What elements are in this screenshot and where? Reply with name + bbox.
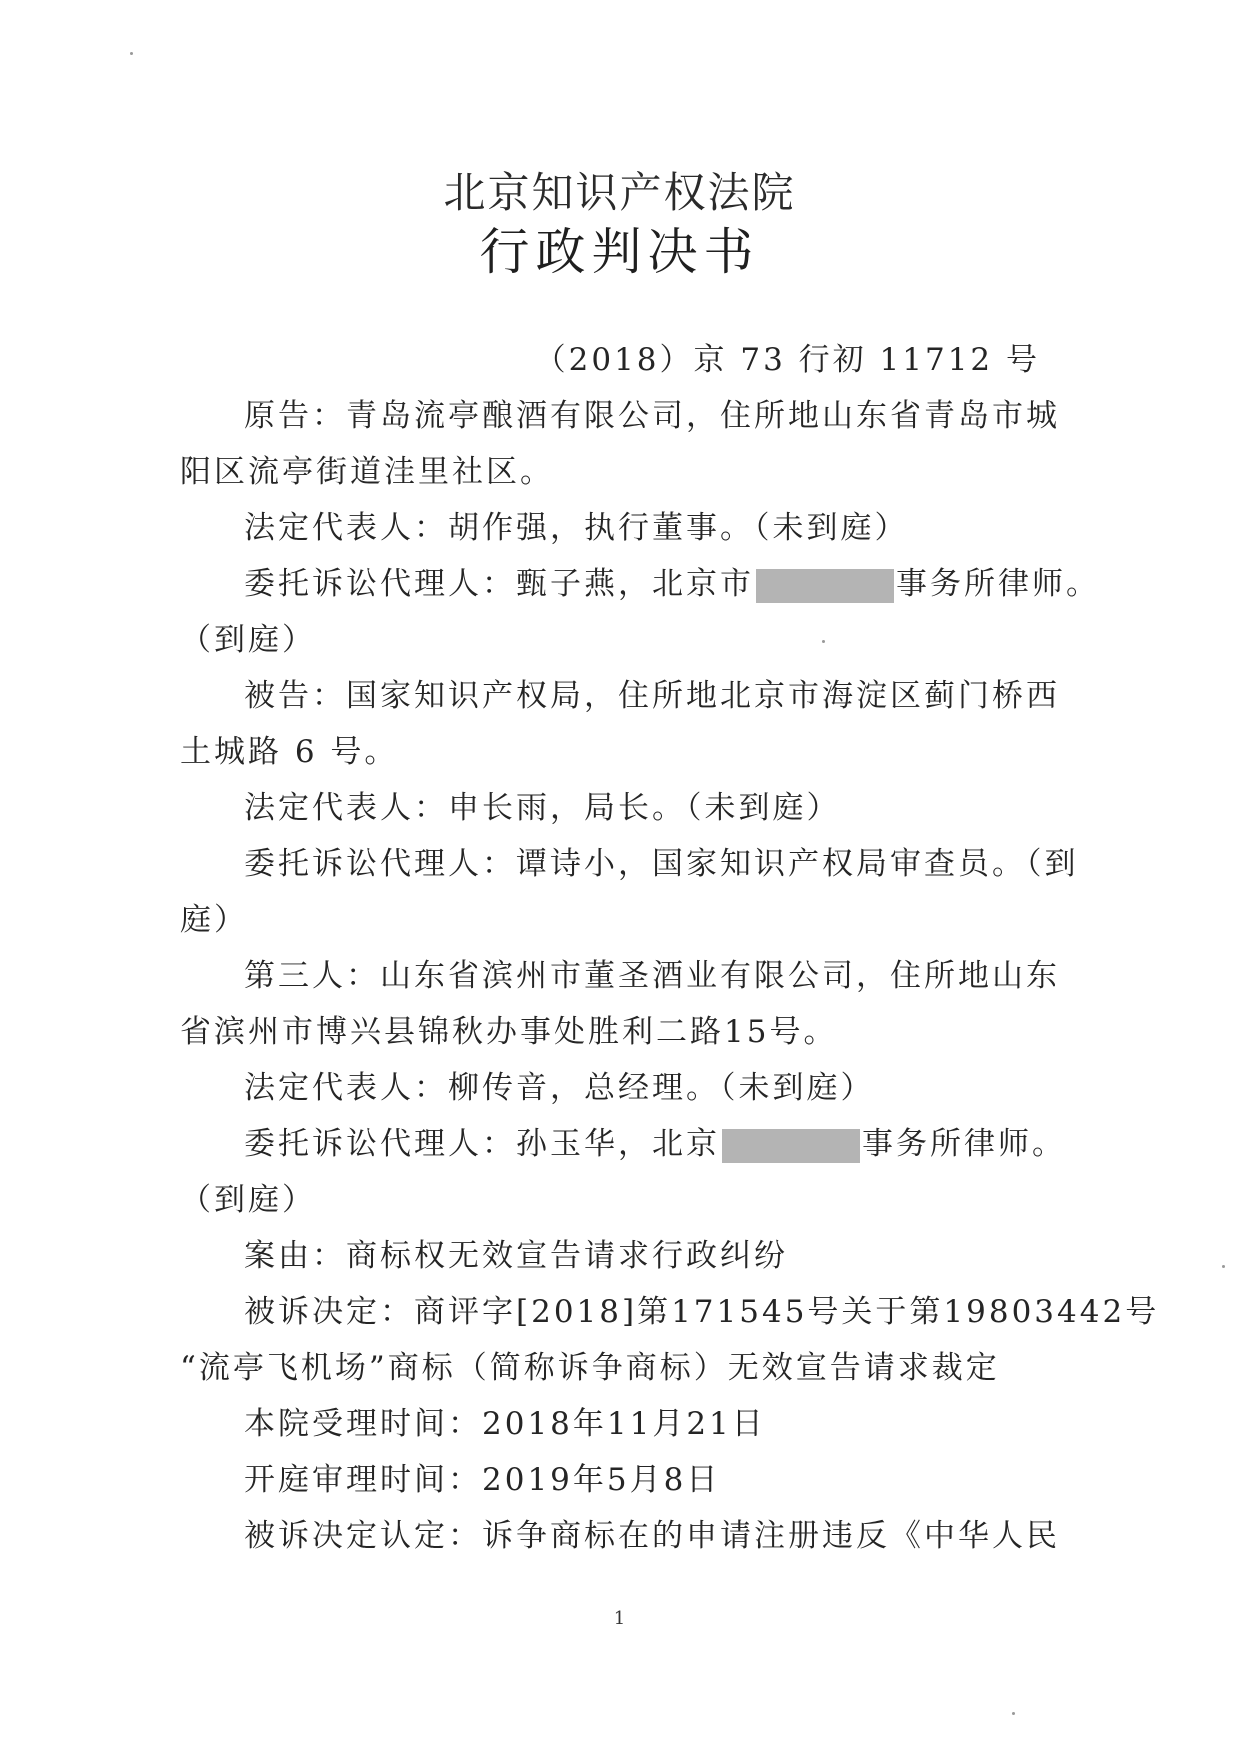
plaintiff-agent-attendance: （到庭）	[180, 622, 316, 658]
third-party-agent-attendance: （到庭）	[180, 1182, 316, 1218]
redaction-box	[722, 1129, 860, 1163]
defendant-agent-line-2: 庭）	[180, 902, 248, 938]
case-number: （2018）京 73 行初 11712 号	[534, 342, 1040, 378]
redaction-box	[756, 569, 894, 603]
decision-finding: 被诉决定认定：诉争商标在的申请注册违反《中华人民	[244, 1518, 1060, 1554]
plaintiff-agent-suffix: 事务所律师。	[896, 566, 1100, 602]
third-party-agent-suffix: 事务所律师。	[862, 1126, 1066, 1162]
contested-decision-line-2: “流亭飞机场”商标（简称诉争商标）无效宣告请求裁定	[180, 1350, 1000, 1386]
document-type-title: 行政判决书	[479, 223, 760, 281]
scan-speck	[1222, 1265, 1225, 1268]
third-party-line-1: 第三人：山东省滨州市董圣酒业有限公司，住所地山东	[244, 958, 1060, 994]
plaintiff-legal-representative: 法定代表人：胡作强，执行董事。（未到庭）	[244, 510, 909, 546]
third-party-agent-line	[180, 1116, 1066, 1172]
scan-speck	[1012, 1712, 1015, 1715]
plaintiff-agent-text: 委托诉讼代理人：甄子燕，北京市	[244, 566, 754, 602]
hearing-date: 开庭审理时间：2019年5月8日	[244, 1462, 721, 1498]
plaintiff-line-2: 阳区流亭街道洼里社区。	[180, 454, 554, 490]
cause-of-action: 案由：商标权无效宣告请求行政纠纷	[244, 1238, 788, 1274]
defendant-line-1: 被告：国家知识产权局，住所地北京市海淀区蓟门桥西	[244, 678, 1060, 714]
document-body	[180, 332, 1160, 1564]
plaintiff-agent-line	[180, 556, 1100, 612]
third-party-line-2: 省滨州市博兴县锦秋办事处胜利二路15号。	[180, 1014, 838, 1050]
defendant-line-2: 土城路 6 号。	[180, 734, 399, 770]
page-number: 1	[613, 1608, 626, 1629]
acceptance-date: 本院受理时间：2018年11月21日	[244, 1406, 766, 1442]
defendant-agent-line-1: 委托诉讼代理人：谭诗小，国家知识产权局审查员。（到	[244, 846, 1079, 882]
contested-decision-line-1: 被诉决定：商评字[2018]第171545号关于第19803442号	[244, 1294, 1160, 1330]
third-party-agent-text: 委托诉讼代理人：孙玉华，北京	[244, 1126, 720, 1162]
court-name: 北京知识产权法院	[443, 168, 796, 217]
defendant-legal-representative: 法定代表人：申长雨，局长。（未到庭）	[244, 790, 841, 826]
third-party-legal-representative: 法定代表人：柳传音，总经理。（未到庭）	[244, 1070, 875, 1106]
scan-speck	[130, 52, 133, 55]
plaintiff-line-1: 原告：青岛流亭酿酒有限公司，住所地山东省青岛市城	[244, 398, 1060, 434]
